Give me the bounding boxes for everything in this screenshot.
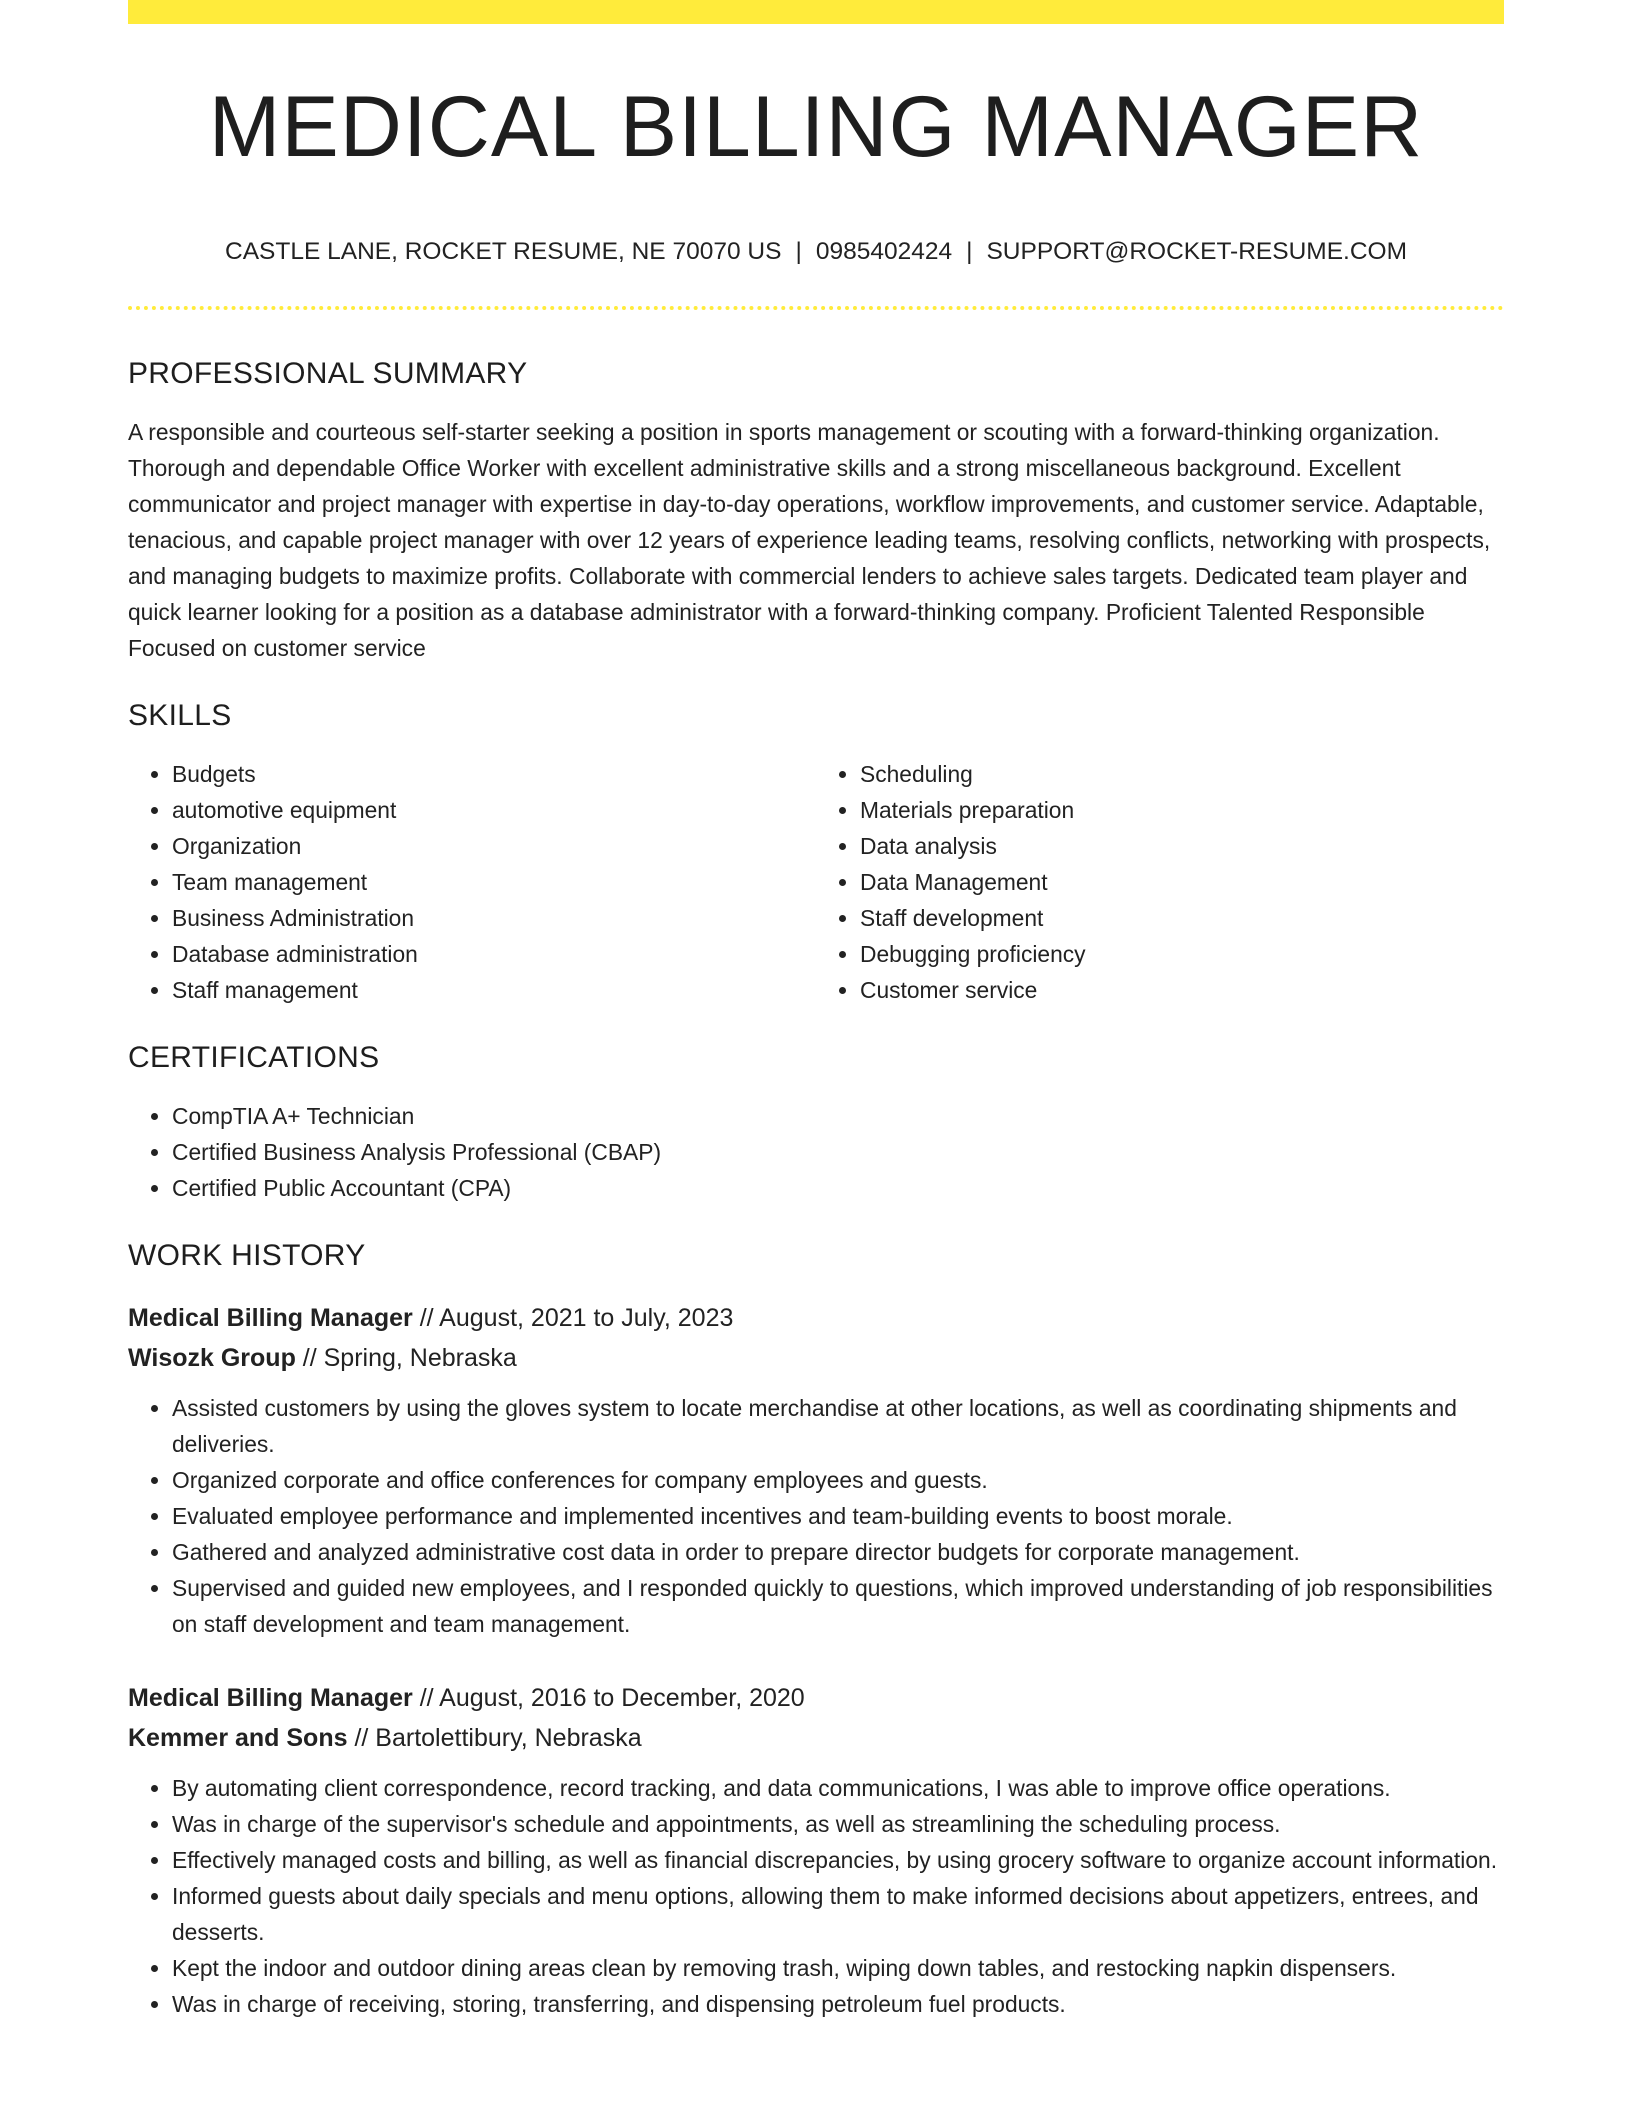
certification-item: • Certified Business Analysis Professional (CBAP): [172, 1134, 1504, 1170]
certifications-section: [128, 1036, 1504, 1206]
skill-item: • Scheduling: [860, 756, 1504, 792]
skill-item: • Data Management: [860, 864, 1504, 900]
job-bullet: • Assisted customers by using the gloves system to locate merchandise at other locations, as well as coordinating shipments and deliveries.: [172, 1390, 1504, 1462]
skill-item: • Staff development: [860, 900, 1504, 936]
skill-item: • Organization: [172, 828, 816, 864]
skills-list-right: [816, 756, 1504, 1008]
job-company-line: [128, 1718, 1504, 1758]
job-entry: [128, 1298, 1504, 1642]
skills-list-left: [128, 756, 816, 1008]
job-title-line: [128, 1678, 1504, 1718]
certifications-list: [128, 1098, 1504, 1206]
skill-item: • Data analysis: [860, 828, 1504, 864]
contact-separator: |: [966, 238, 973, 265]
job-bullet: • Supervised and guided new employees, and I responded quickly to questions, which improved understanding of job responsibilities on staff development and team management.: [172, 1570, 1504, 1642]
job-bullet: • Evaluated employee performance and implemented incentives and team-building events to boost morale.: [172, 1498, 1504, 1534]
job-title: Medical Billing Manager: [128, 1304, 413, 1332]
job-bullet: • Was in charge of the supervisor's schedule and appointments, as well as streamlining the scheduling process.: [172, 1806, 1504, 1842]
job-bullets: [128, 1770, 1504, 2022]
job-dates: // August, 2021 to July, 2023: [412, 1304, 734, 1332]
job-bullet: • Was in charge of receiving, storing, transferring, and dispensing petroleum fuel products.: [172, 1986, 1504, 2022]
skill-item: • Business Administration: [172, 900, 816, 936]
contact-address: CASTLE LANE, ROCKET RESUME, NE 70070 US: [225, 238, 782, 265]
job-bullets: [128, 1390, 1504, 1642]
resume-body: [128, 352, 1504, 2022]
job-title-line: [128, 1298, 1504, 1338]
work-history-section: [128, 1234, 1504, 2022]
skill-item: • Staff management: [172, 972, 816, 1008]
certifications-heading: CERTIFICATIONS: [128, 1041, 380, 1074]
job-location: // Bartolettibury, Nebraska: [347, 1724, 642, 1752]
skill-item: • Budgets: [172, 756, 816, 792]
contact-line: [128, 238, 1504, 266]
summary-heading: PROFESSIONAL SUMMARY: [128, 357, 528, 390]
contact-email[interactable]: SUPPORT@ROCKET-RESUME.COM: [986, 238, 1407, 265]
job-company: Kemmer and Sons: [128, 1724, 348, 1752]
job-company-line: [128, 1338, 1504, 1378]
job-bullet: • Organized corporate and office conferences for company employees and guests.: [172, 1462, 1504, 1498]
skills-columns: [128, 756, 1504, 1008]
job-bullet: • By automating client correspondence, record tracking, and data communications, I was able to improve office operations.: [172, 1770, 1504, 1806]
job-location: // Spring, Nebraska: [295, 1344, 517, 1372]
summary-section: [128, 352, 1504, 666]
certification-item: • CompTIA A+ Technician: [172, 1098, 1504, 1134]
resume-name: MEDICAL BILLING MANAGER: [208, 79, 1424, 175]
skill-item: • Debugging proficiency: [860, 936, 1504, 972]
job-title: Medical Billing Manager: [128, 1684, 413, 1712]
job-dates: // August, 2016 to December, 2020: [412, 1684, 805, 1712]
header-divider: [128, 306, 1504, 310]
accent-bar: [128, 0, 1504, 24]
contact-separator: |: [795, 238, 802, 265]
skill-item: • automotive equipment: [172, 792, 816, 828]
skill-item: • Materials preparation: [860, 792, 1504, 828]
contact-phone: 0985402424: [815, 238, 953, 265]
skills-section: [128, 694, 1504, 1008]
job-entry: [128, 1678, 1504, 2022]
job-bullet: • Gathered and analyzed administrative cost data in order to prepare director budgets for corporate management.: [172, 1534, 1504, 1570]
skill-item: • Database administration: [172, 936, 816, 972]
job-bullet: • Informed guests about daily specials and menu options, allowing them to make informed decisions about appetizers, entrees, and desserts.: [172, 1878, 1504, 1950]
certification-item: • Certified Public Accountant (CPA): [172, 1170, 1504, 1206]
skills-heading: SKILLS: [128, 699, 232, 732]
job-bullet: • Effectively managed costs and billing, as well as financial discrepancies, by using grocery software to organize account information.: [172, 1842, 1504, 1878]
job-bullet: • Kept the indoor and outdoor dining areas clean by removing trash, wiping down tables, and restocking napkin dispensers.: [172, 1950, 1504, 1986]
skill-item: • Team management: [172, 864, 816, 900]
summary-text: A responsible and courteous self-starter seeking a position in sports management or scouting with a forward-thinking organization. Thorough and dependable Office Worker with excellent administrative skills and a strong miscellaneous background. Excellent communicator and project manager with expertise in day-to-day operations, workflow improvements, and customer service. Adaptable, tenacious, and capable project manager with over 12 years of experience leading teams, resolving conflicts, networking with prospects, and managing budgets to maximize profits. Collaborate with commercial lenders to achieve sales targets. Dedicated team player and quick learner looking for a position as a database administrator with a forward-thinking company. Proficient Talented Responsible Focused on customer service: [128, 419, 1491, 661]
work-history-heading: WORK HISTORY: [128, 1239, 366, 1272]
job-company: Wisozk Group: [128, 1344, 296, 1372]
skill-item: • Customer service: [860, 972, 1504, 1008]
